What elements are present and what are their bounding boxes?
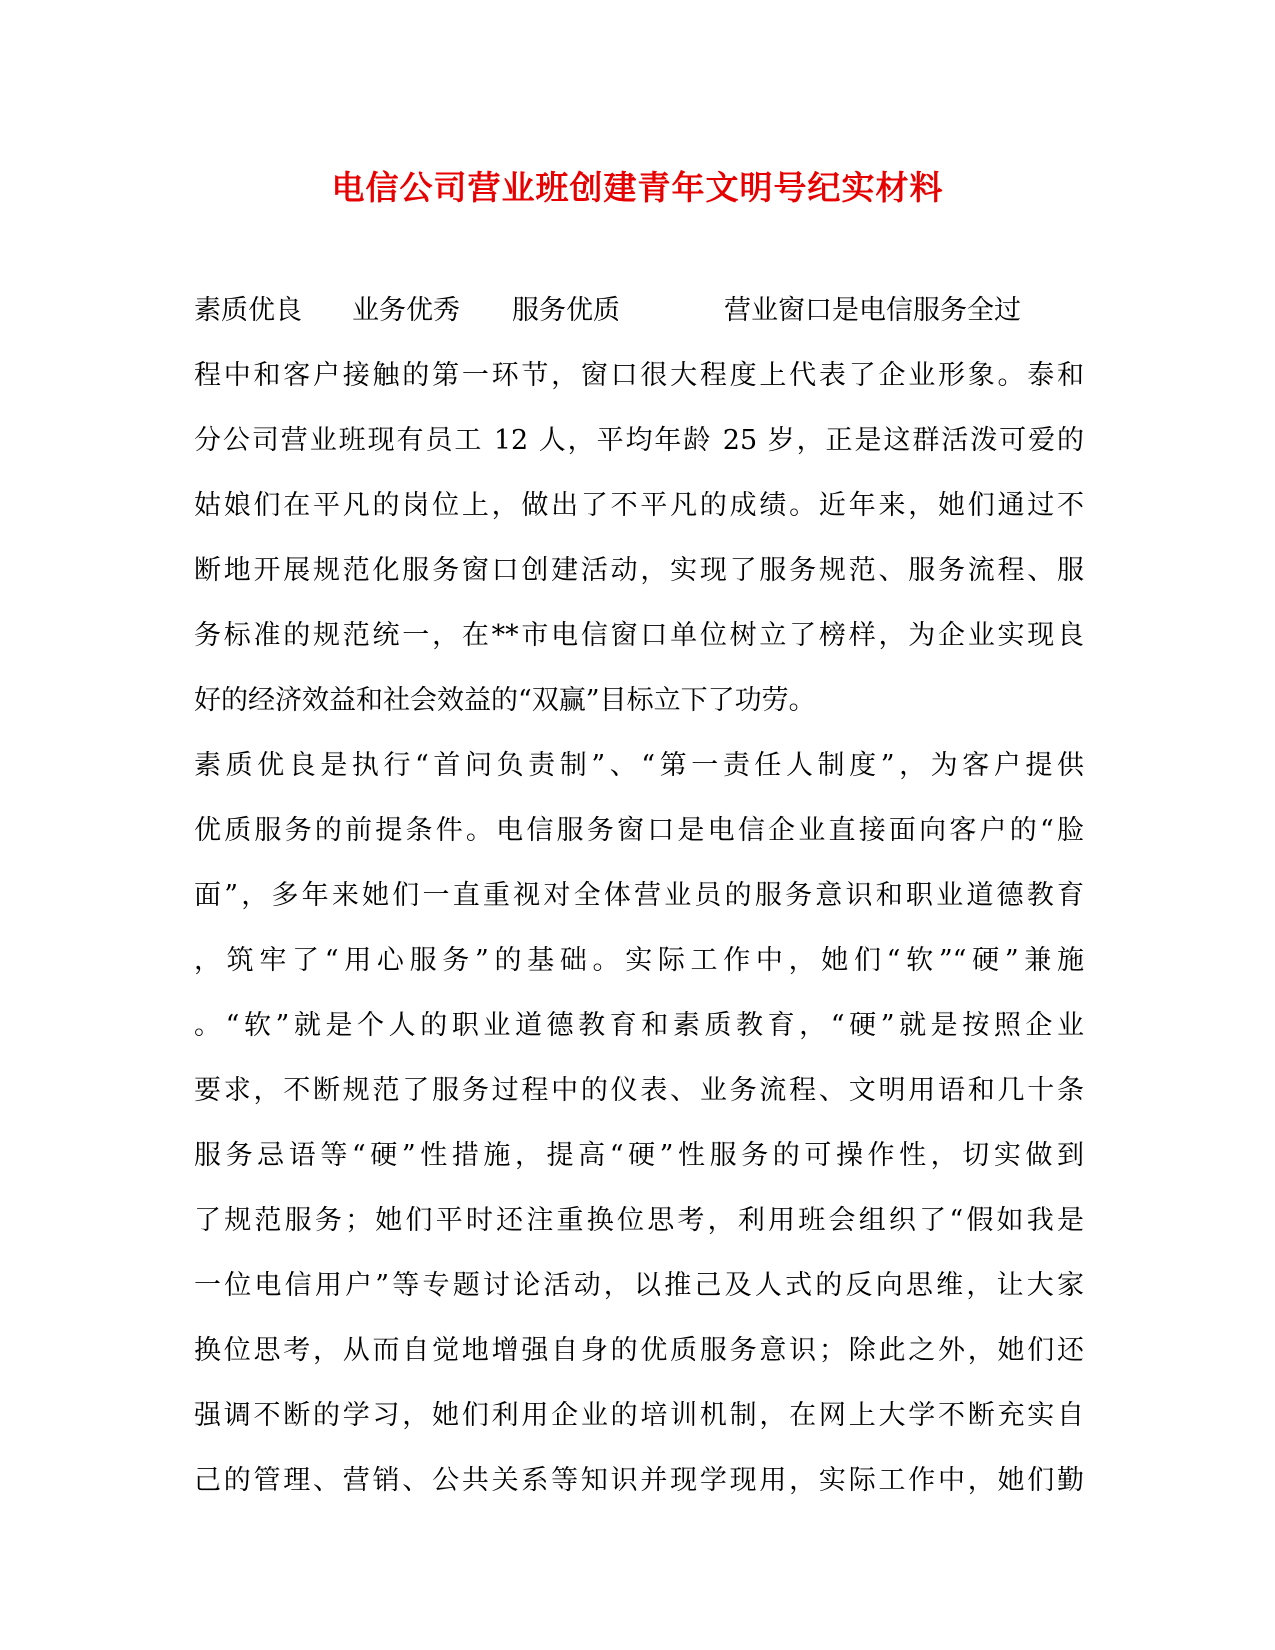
text-line: 换位思考，从而自觉地增强自身的优质服务意识；除此之外，她们还: [194, 1335, 1084, 1366]
text-line: 己的管理、营销、公共关系等知识并现学现用，实际工作中，她们勤: [194, 1465, 1084, 1496]
heading-row: [194, 278, 1084, 343]
document-body: [194, 278, 1084, 1513]
text-line: 要求，不断规范了服务过程中的仪表、业务流程、文明用语和几十条: [194, 1075, 1084, 1106]
text-line: 素质优良是执行“首问负责制”、“第一责任人制度”，为客户提供: [194, 750, 1084, 781]
text-line: 务标准的规范统一，在**市电信窗口单位树立了榜样，为企业实现良: [194, 620, 1084, 651]
text-line: 一位电信用户”等专题讨论活动，以推己及人式的反向思维，让大家: [194, 1270, 1084, 1301]
text-line: 面”，多年来她们一直重视对全体营业员的服务意识和职业道德教育: [194, 880, 1084, 911]
text-line: 断地开展规范化服务窗口创建活动，实现了服务规范、服务流程、服: [194, 555, 1084, 586]
document-title: 电信公司营业班创建青年文明号纪实材料: [331, 168, 944, 207]
text-line: ，筑牢了“用心服务”的基础。实际工作中，她们“软”“硬”兼施: [194, 945, 1084, 976]
text-line: 姑娘们在平凡的岗位上，做出了不平凡的成绩。近年来，她们通过不: [194, 490, 1084, 521]
text-line: 。“软”就是个人的职业道德教育和素质教育，“硬”就是按照企业: [194, 1010, 1084, 1041]
text-line: 优质服务的前提条件。电信服务窗口是电信企业直接面向客户的“脸: [194, 815, 1084, 846]
heading-service: 服务优质: [512, 295, 620, 326]
text-line: 了规范服务；她们平时还注重换位思考，利用班会组织了“假如我是: [194, 1205, 1084, 1236]
paragraph-start: 营业窗口是电信服务全过: [724, 295, 1021, 326]
heading-business: 业务优秀: [352, 295, 460, 326]
text-line: 强调不断的学习，她们利用企业的培训机制，在网上大学不断充实自: [194, 1400, 1084, 1431]
heading-quality: 素质优良: [194, 295, 302, 326]
text-line: 分公司营业班现有员工 12 人，平均年龄 25 岁，正是这群活泼可爱的: [194, 425, 1084, 456]
text-line: 程中和客户接触的第一环节，窗口很大程度上代表了企业形象。泰和: [194, 360, 1084, 391]
text-line: 好的经济效益和社会效益的“双赢”目标立下了功劳。: [194, 685, 816, 716]
text-line: 服务忌语等“硬”性措施，提高“硬”性服务的可操作性，切实做到: [194, 1140, 1084, 1171]
